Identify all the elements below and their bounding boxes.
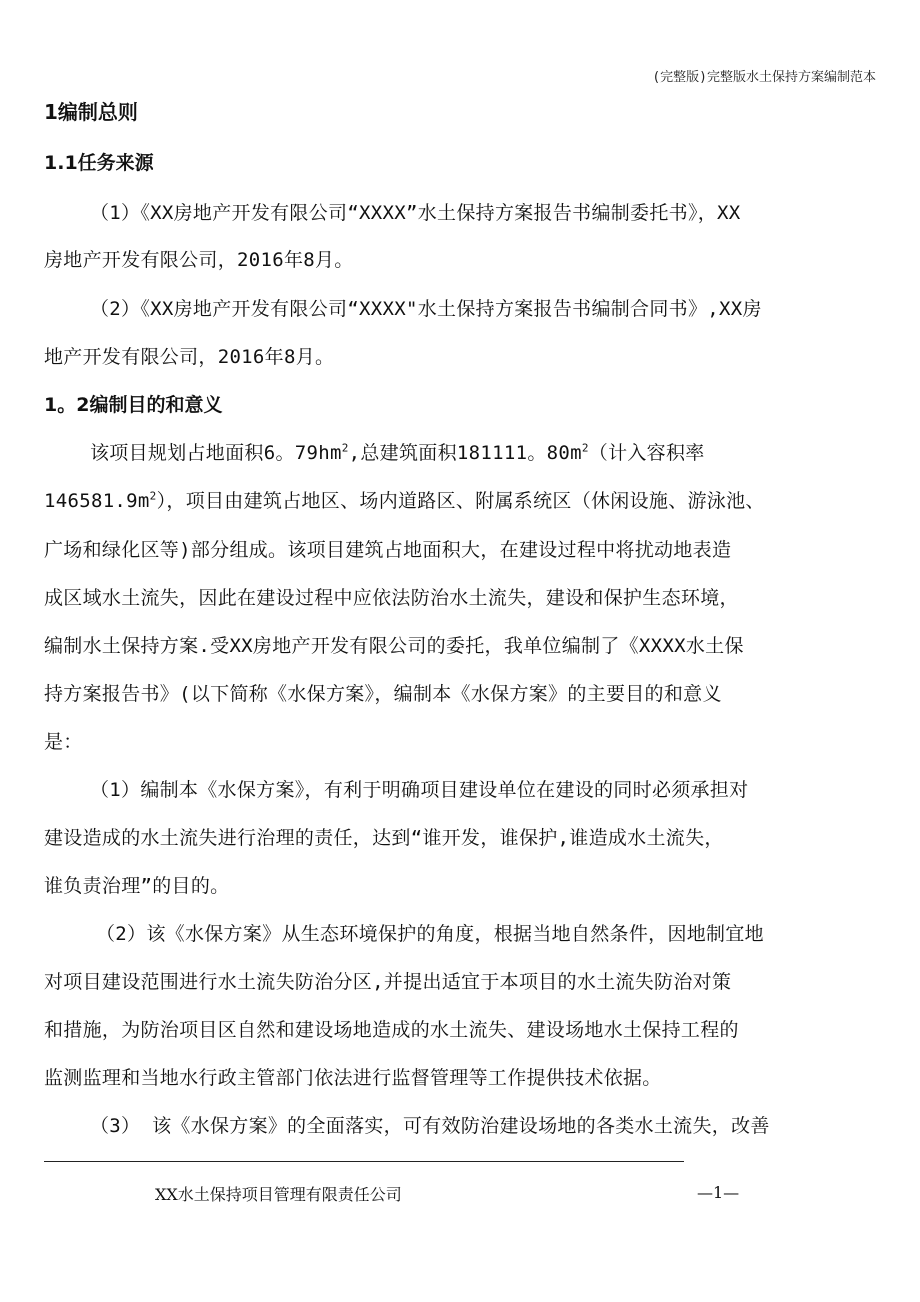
section-heading-1: 1编制总则 (44, 100, 138, 124)
paragraph-line: 建设造成的水土流失进行治理的责任，达到“谁开发，谁保护,谁造成水土流失， (44, 827, 724, 849)
text-run: 该项目规划占地面积6。79hm (90, 442, 342, 464)
paragraph-line: （2）该《水保方案》从生态环境保护的角度，根据当地自然条件，因地制宜地 (96, 923, 764, 945)
footer-divider (44, 1161, 684, 1162)
section-heading-1-2: 1。2编制目的和意义 (44, 394, 223, 416)
paragraph-line: 编制水土保持方案.受XX房地产开发有限公司的委托，我单位编制了《XXXX水土保 (44, 635, 744, 657)
paragraph-line: 房地产开发有限公司，2016年8月。 (44, 249, 354, 271)
text-run: ），项目由建筑占地区、场内道路区、附属系统区（休闲设施、游泳池、 (156, 490, 765, 512)
paragraph-line: 监测监理和当地水行政主管部门依法进行监督管理等工作提供技术依据。 (44, 1067, 662, 1089)
superscript: 2 (341, 441, 349, 455)
paragraph-line: 持方案报告书》(以下简称《水保方案》，编制本《水保方案》的主要目的和意义 (44, 683, 722, 705)
paragraph-line: 对项目建设范围进行水土流失防治分区,并提出适宜于本项目的水土流失防治对策 (44, 971, 732, 993)
paragraph-line (44, 486, 876, 513)
paragraph-line: （1）编制本《水保方案》，有利于明确项目建设单位在建设的同时必须承担对 (90, 779, 749, 801)
superscript: 2 (149, 489, 157, 503)
paragraph-line: 广场和绿化区等)部分组成。该项目建筑占地面积大，在建设过程中将扰动地表造 (44, 539, 732, 561)
footer-company-name: XX水土保持项目管理有限责任公司 (155, 1185, 402, 1204)
superscript: 2 (581, 441, 589, 455)
paragraph-line: 成区域水土流失，因此在建设过程中应依法防治水土流失，建设和保护生态环境， (44, 587, 739, 609)
paragraph-line: 谁负责治理”的目的。 (44, 875, 230, 897)
paragraph-line: （3） 该《水保方案》的全面落实，可有效防治建设场地的各类水土流失，改善 (90, 1115, 770, 1137)
text-run: ,总建筑面积181111。80m (348, 442, 582, 464)
text-run: 146581.9m (44, 490, 150, 512)
section-heading-1-1: 1.1任务来源 (44, 152, 154, 174)
paragraph-line: （1）《XX房地产开发有限公司“XXXX”水土保持方案报告书编制委托书》，XX (90, 202, 741, 224)
paragraph-line (90, 438, 876, 465)
running-header: (完整版)完整版水土保持方案编制范本 (652, 70, 876, 85)
paragraph-line: 和措施，为防治项目区自然和建设场地造成的水土流失、建设场地水土保持工程的 (44, 1019, 739, 1041)
page-number: —1— (697, 1183, 740, 1202)
paragraph-line: 是： (44, 731, 83, 753)
text-run: （计入容积率 (588, 442, 705, 464)
paragraph-line: （2）《XX房地产开发有限公司“XXXX"水土保持方案报告书编制合同书》,XX房 (90, 298, 762, 320)
paragraph-line: 地产开发有限公司，2016年8月。 (44, 346, 335, 368)
